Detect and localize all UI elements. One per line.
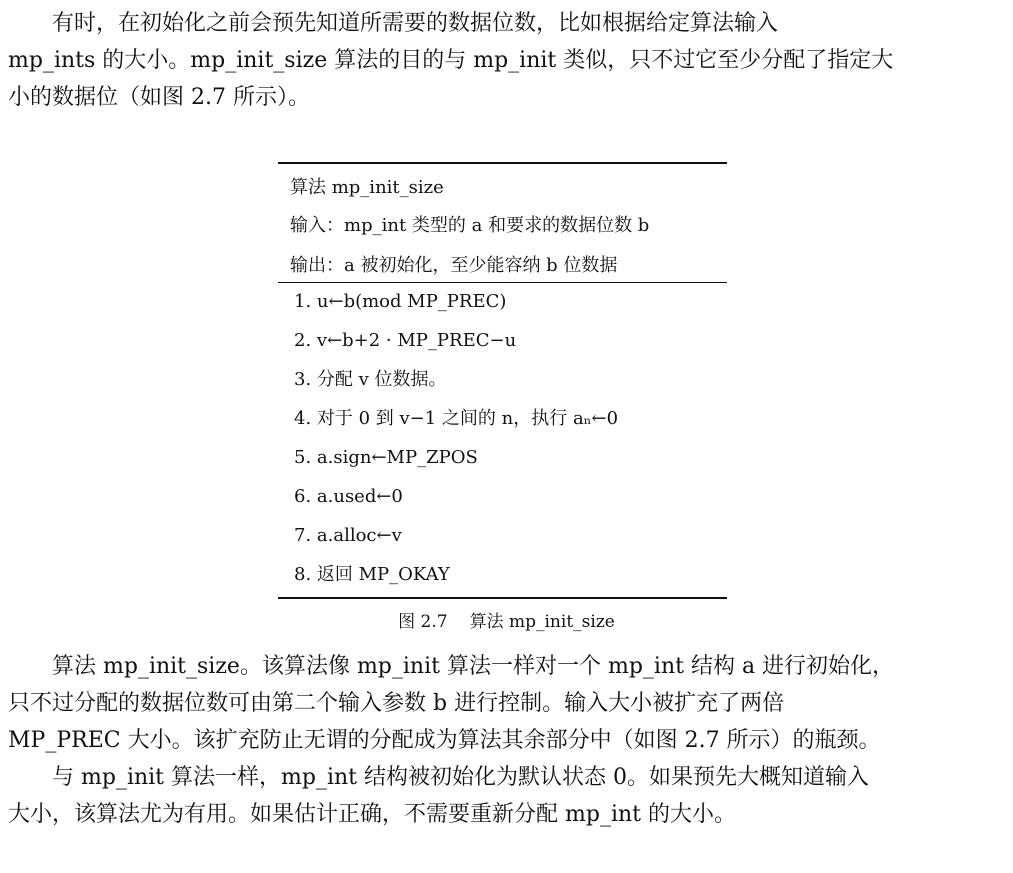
figure-caption: [0, 607, 1013, 632]
body-paragraph: [8, 759, 1005, 833]
text-line: mp_ints 的大小。mp_init_size 算法的目的与 mp_init 类似，只不过它至少分配了指定大: [8, 48, 894, 73]
text-line: 小的数据位（如图 2.7 所示）。: [8, 85, 310, 110]
algorithm-step: 6. a.used←0: [294, 486, 403, 507]
algorithm-step: 2. v←b+2 · MP_PREC−u: [294, 330, 517, 351]
text-line: 只不过分配的数据位数可由第二个输入参数 b 进行控制。输入大小被扩充了两倍: [8, 691, 785, 716]
algorithm-step: 7. a.alloc←v: [294, 525, 402, 546]
algorithm-bottom-rule: [278, 597, 727, 599]
algorithm-output: 输出：a 被初始化，至少能容纳 b 位数据: [290, 255, 618, 276]
algorithm-step: 5. a.sign←MP_ZPOS: [294, 447, 478, 468]
text-line: 算法 mp_init_size。该算法像 mp_init 算法一样对一个 mp_int 结构 a 进行初始化，: [8, 654, 895, 679]
algorithm-step: 4. 对于 0 到 v−1 之间的 n，执行 aₙ←0: [294, 408, 619, 429]
intro-paragraph: [8, 5, 1005, 116]
text-line: 有时，在初始化之前会预先知道所需要的数据位数，比如根据给定算法输入: [8, 11, 779, 36]
algorithm-step: 8. 返回 MP_OKAY: [294, 564, 450, 585]
body-paragraph: [8, 648, 1005, 759]
text-line: 与 mp_init 算法一样，mp_int 结构被初始化为默认状态 0。如果预先大概知道输入: [8, 765, 869, 790]
algorithm-step: 3. 分配 v 位数据。: [294, 369, 447, 390]
figure-title: 算法 mp_init_size: [469, 612, 615, 632]
algorithm-middle-rule: [278, 282, 727, 283]
figure-number: 图 2.7: [398, 612, 448, 632]
algorithm-title: 算法 mp_init_size: [290, 177, 444, 198]
algorithm-steps: [294, 290, 618, 602]
text-line: 大小，该算法尤为有用。如果估计正确，不需要重新分配 mp_int 的大小。: [8, 802, 736, 827]
algorithm-step: 1. u←b(mod MP_PREC): [294, 291, 507, 312]
algorithm-input: 输入：mp_int 类型的 a 和要求的数据位数 b: [290, 215, 650, 236]
text-line: MP_PREC 大小。该扩充防止无谓的分配成为算法其余部分中（如图 2.7 所示）的瓶颈。: [8, 728, 881, 753]
algorithm-top-rule: [278, 162, 727, 164]
